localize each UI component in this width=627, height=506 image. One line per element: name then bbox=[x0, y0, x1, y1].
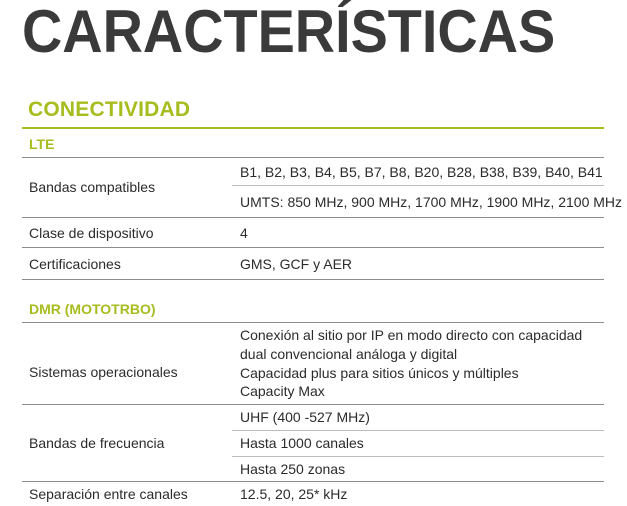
spec-value: Capacity Max bbox=[240, 383, 325, 399]
section-rule bbox=[22, 127, 604, 129]
spec-label-separacion-canales: Separación entre canales bbox=[29, 486, 188, 502]
page-title: CARACTERÍSTICAS bbox=[22, 0, 556, 65]
spec-label-sistemas-operacionales: Sistemas operacionales bbox=[29, 364, 178, 380]
spec-value: UMTS: 850 MHz, 900 MHz, 1700 MHz, 1900 MHz, 2100 MHz bbox=[240, 194, 623, 210]
spec-value: Conexión al sitio por IP en modo directo con capacidad bbox=[240, 327, 583, 343]
spec-label-bandas-frecuencia: Bandas de frecuencia bbox=[29, 435, 165, 451]
subheading-lte: LTE bbox=[29, 136, 55, 152]
row-divider bbox=[22, 247, 604, 248]
spec-value: dual convencional análoga y digital bbox=[240, 346, 458, 362]
row-divider bbox=[232, 430, 604, 431]
spec-value: 12.5, 20, 25* kHz bbox=[240, 486, 348, 502]
row-divider bbox=[232, 185, 604, 186]
section-heading-conectividad: CONECTIVIDAD bbox=[28, 98, 191, 121]
row-divider bbox=[22, 217, 604, 218]
spec-label-clase-dispositivo: Clase de dispositivo bbox=[29, 225, 154, 241]
spec-value: UHF (400 -527 MHz) bbox=[240, 409, 370, 425]
row-divider bbox=[22, 481, 604, 482]
row-divider bbox=[232, 456, 604, 457]
spec-label-bandas-compatibles: Bandas compatibles bbox=[29, 179, 156, 195]
row-divider bbox=[22, 322, 604, 323]
spec-label-certificaciones: Certificaciones bbox=[29, 256, 121, 272]
spec-value: Hasta 1000 canales bbox=[240, 435, 364, 451]
spec-value: B1, B2, B3, B4, B5, B7, B8, B20, B28, B38, B39, B40, B41 bbox=[240, 164, 603, 180]
row-divider bbox=[22, 279, 604, 280]
spec-value: Capacidad plus para sitios únicos y múltiples bbox=[240, 365, 519, 381]
row-divider bbox=[22, 404, 604, 405]
spec-value: 4 bbox=[240, 225, 248, 241]
spec-value: GMS, GCF y AER bbox=[240, 256, 353, 272]
subheading-dmr: DMR (MOTOTRBO) bbox=[29, 301, 156, 317]
row-divider bbox=[22, 157, 604, 158]
spec-value: Hasta 250 zonas bbox=[240, 461, 346, 477]
